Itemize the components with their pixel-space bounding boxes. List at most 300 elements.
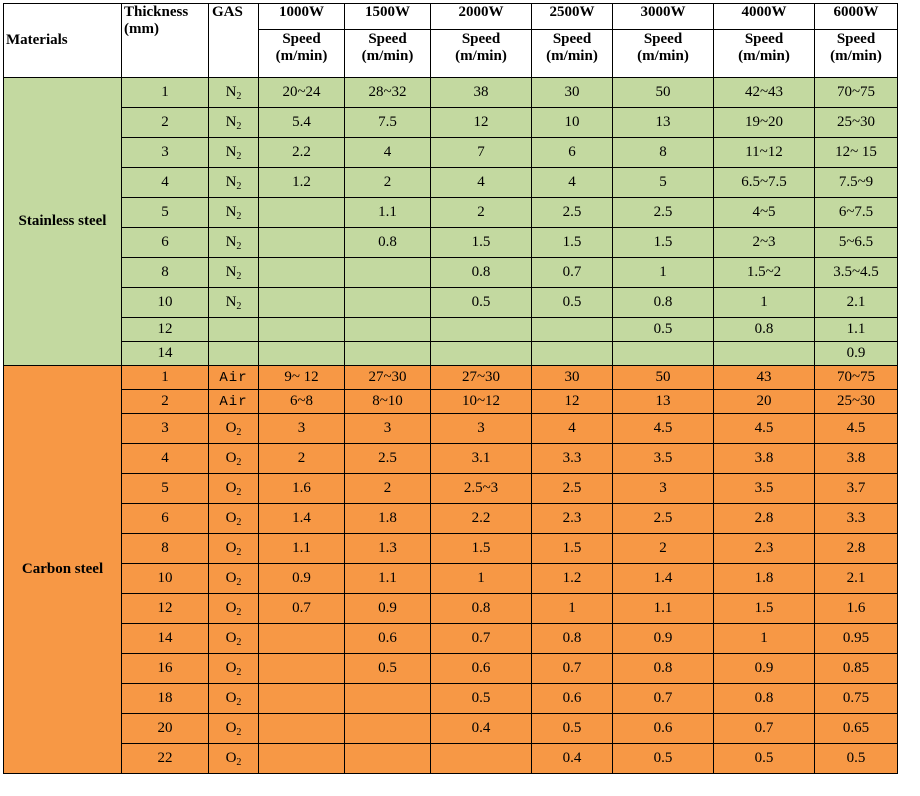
speed-cell: 5 (613, 168, 714, 198)
speed-label: Speed (552, 31, 592, 47)
gas-subscript: 2 (236, 637, 242, 648)
speed-header (431, 30, 532, 78)
speed-cell: 0.5 (345, 654, 431, 684)
thickness-cell: 6 (122, 504, 209, 534)
speed-cell: 2.1 (815, 564, 898, 594)
power-header-1500w: 1500W (345, 4, 431, 30)
speed-cell: 0.7 (613, 684, 714, 714)
table-row (4, 108, 898, 138)
speed-cell (259, 684, 345, 714)
speed-label: Speed (643, 31, 683, 47)
gas-subscript: 2 (236, 301, 242, 312)
speed-unit: (m/min) (546, 48, 598, 64)
gas-symbol: Air (219, 370, 248, 386)
gas-cell (209, 366, 259, 390)
gas-subscript: 2 (236, 487, 242, 498)
gas-subscript: 2 (236, 91, 242, 102)
gas-symbol: Air (219, 394, 248, 410)
power-header-3000w: 3000W (613, 4, 714, 30)
table-row (4, 444, 898, 474)
speed-cell (259, 714, 345, 744)
gas-cell (209, 318, 259, 342)
speed-cell: 0.4 (431, 714, 532, 744)
speed-cell: 4~5 (714, 198, 815, 228)
speed-cell (345, 342, 431, 366)
table-row (4, 228, 898, 258)
table-row (4, 654, 898, 684)
speed-cell: 12 (532, 390, 613, 414)
gas-symbol: N (225, 84, 237, 100)
speed-cell: 1.5 (714, 594, 815, 624)
speed-cell: 70~75 (815, 366, 898, 390)
speed-cell: 28~32 (345, 78, 431, 108)
gas-symbol: O (225, 450, 237, 466)
material-cell-carbon-steel: Carbon steel (4, 366, 122, 774)
speed-cell (259, 342, 345, 366)
speed-cell: 2.3 (532, 504, 613, 534)
speed-cell: 43 (714, 366, 815, 390)
gas-subscript: 2 (236, 271, 242, 282)
speed-cell: 8 (613, 138, 714, 168)
speed-cell: 2.2 (259, 138, 345, 168)
gas-cell (209, 198, 259, 228)
speed-cell: 0.6 (345, 624, 431, 654)
speed-label: Speed (368, 31, 407, 47)
speed-cell: 9~ 12 (259, 366, 345, 390)
gas-symbol: N (225, 234, 237, 250)
gas-subscript: 2 (236, 517, 242, 528)
speed-cell: 1.1 (815, 318, 898, 342)
speed-unit: (m/min) (830, 48, 882, 64)
speed-cell (714, 342, 815, 366)
speed-cell: 2 (259, 444, 345, 474)
gas-symbol: O (225, 660, 237, 676)
speed-cell: 2.5 (345, 444, 431, 474)
speed-cell: 25~30 (815, 390, 898, 414)
speed-cell: 1.6 (259, 474, 345, 504)
speed-cell: 0.5 (613, 318, 714, 342)
thickness-cell: 12 (122, 318, 209, 342)
speed-cell: 3.3 (532, 444, 613, 474)
speed-unit: (m/min) (637, 48, 689, 64)
speed-header (714, 30, 815, 78)
gas-cell (209, 624, 259, 654)
speed-cell: 50 (613, 78, 714, 108)
gas-symbol: N (225, 114, 237, 130)
speed-cell: 1.1 (613, 594, 714, 624)
speed-cell: 0.5 (431, 684, 532, 714)
speed-cell: 0.8 (532, 624, 613, 654)
gas-cell (209, 168, 259, 198)
speed-cell: 2 (613, 534, 714, 564)
thickness-cell: 1 (122, 78, 209, 108)
speed-header (815, 30, 898, 78)
gas-symbol: O (225, 540, 237, 556)
speed-cell: 0.7 (714, 714, 815, 744)
speed-cell: 3 (431, 414, 532, 444)
speed-cell: 2.3 (714, 534, 815, 564)
speed-cell: 4 (431, 168, 532, 198)
speed-cell: 1.5 (532, 534, 613, 564)
speed-cell: 2 (345, 168, 431, 198)
speed-cell: 3 (259, 414, 345, 444)
speed-header (613, 30, 714, 78)
speed-cell: 2.5~3 (431, 474, 532, 504)
thickness-cell: 4 (122, 444, 209, 474)
gas-symbol: N (225, 174, 237, 190)
speed-cell: 0.8 (431, 258, 532, 288)
speed-cell: 7 (431, 138, 532, 168)
speed-cell: 0.7 (532, 654, 613, 684)
speed-cell: 0.9 (345, 594, 431, 624)
gas-subscript: 2 (236, 757, 242, 768)
speed-header (532, 30, 613, 78)
table-row (4, 138, 898, 168)
gas-symbol: O (225, 750, 237, 766)
speed-header (345, 30, 431, 78)
speed-label: Speed (461, 31, 501, 47)
table-row (4, 390, 898, 414)
speed-cell: 6.5~7.5 (714, 168, 815, 198)
speed-cell: 2 (431, 198, 532, 228)
speed-cell: 5~6.5 (815, 228, 898, 258)
power-header-2500w: 2500W (532, 4, 613, 30)
table-row (4, 714, 898, 744)
speed-cell: 0.5 (815, 744, 898, 774)
gas-subscript: 2 (236, 547, 242, 558)
gas-subscript: 2 (236, 577, 242, 588)
speed-cell: 2~3 (714, 228, 815, 258)
speed-cell: 1.5 (532, 228, 613, 258)
speed-cell: 12~ 15 (815, 138, 898, 168)
gas-cell (209, 78, 259, 108)
speed-cell: 1 (613, 258, 714, 288)
gas-symbol: O (225, 600, 237, 616)
speed-cell: 4.5 (714, 414, 815, 444)
speed-cell: 3.8 (815, 444, 898, 474)
speed-cell: 0.8 (431, 594, 532, 624)
table-row (4, 366, 898, 390)
speed-unit: (m/min) (275, 48, 328, 64)
gas-cell (209, 684, 259, 714)
gas-subscript: 2 (236, 181, 242, 192)
speed-cell: 4.5 (815, 414, 898, 444)
speed-cell (532, 342, 613, 366)
speed-cell: 1.8 (345, 504, 431, 534)
speed-cell: 1.3 (345, 534, 431, 564)
speed-cell: 0.5 (532, 288, 613, 318)
table-row (4, 198, 898, 228)
thickness-cell: 2 (122, 390, 209, 414)
speed-cell: 1.5~2 (714, 258, 815, 288)
table-row (4, 744, 898, 774)
speed-cell: 2.5 (613, 504, 714, 534)
table-row (4, 288, 898, 318)
speed-cell (431, 744, 532, 774)
speed-unit: (m/min) (738, 48, 790, 64)
thickness-label: Thickness (124, 4, 189, 20)
gas-symbol: N (225, 204, 237, 220)
speed-label: Speed (836, 31, 876, 47)
speed-cell: 10~12 (431, 390, 532, 414)
speed-cell: 12 (431, 108, 532, 138)
gas-symbol: O (225, 420, 237, 436)
speed-cell: 0.75 (815, 684, 898, 714)
speed-cell: 0.7 (431, 624, 532, 654)
speed-label: Speed (744, 31, 784, 47)
power-header-1000w: 1000W (259, 4, 345, 30)
speed-cell: 13 (613, 108, 714, 138)
table-body (4, 78, 898, 774)
speed-cell: 2 (345, 474, 431, 504)
speed-cell (259, 258, 345, 288)
power-header-4000w: 4000W (714, 4, 815, 30)
speed-cell: 0.6 (431, 654, 532, 684)
speed-cell: 7.5~9 (815, 168, 898, 198)
thickness-header (122, 4, 209, 78)
speed-cell: 3 (345, 414, 431, 444)
gas-cell (209, 390, 259, 414)
speed-cell: 3.1 (431, 444, 532, 474)
speed-unit: (m/min) (361, 48, 414, 64)
thickness-cell: 10 (122, 288, 209, 318)
speed-cell (345, 288, 431, 318)
speed-header (259, 30, 345, 78)
speed-cell: 2.2 (431, 504, 532, 534)
table-row (4, 78, 898, 108)
table-row (4, 564, 898, 594)
speed-label: Speed (282, 31, 321, 47)
table-row (4, 414, 898, 444)
speed-cell: 3 (613, 474, 714, 504)
speed-cell (259, 744, 345, 774)
speed-cell: 1.5 (431, 228, 532, 258)
gas-cell (209, 474, 259, 504)
gas-symbol: O (225, 720, 237, 736)
speed-cell: 27~30 (345, 366, 431, 390)
gas-symbol: N (225, 144, 237, 160)
speed-cell (345, 318, 431, 342)
speed-cell: 0.8 (714, 684, 815, 714)
speed-cell (431, 318, 532, 342)
gas-symbol: O (225, 690, 237, 706)
materials-header: Materials (4, 4, 122, 78)
gas-cell (209, 228, 259, 258)
speed-cell: 0.95 (815, 624, 898, 654)
speed-cell (532, 318, 613, 342)
thickness-cell: 20 (122, 714, 209, 744)
speed-cell: 4.5 (613, 414, 714, 444)
speed-cell: 4 (532, 414, 613, 444)
speed-cell: 0.9 (714, 654, 815, 684)
cutting-speed-table (3, 3, 898, 774)
speed-cell: 0.8 (345, 228, 431, 258)
thickness-cell: 14 (122, 342, 209, 366)
thickness-cell: 5 (122, 198, 209, 228)
speed-unit: (m/min) (455, 48, 507, 64)
gas-subscript: 2 (236, 427, 242, 438)
table-row (4, 258, 898, 288)
thickness-cell: 6 (122, 228, 209, 258)
speed-cell: 11~12 (714, 138, 815, 168)
table-row (4, 168, 898, 198)
thickness-cell: 8 (122, 258, 209, 288)
table-row (4, 342, 898, 366)
speed-cell (259, 198, 345, 228)
speed-cell: 10 (532, 108, 613, 138)
speed-cell: 20 (714, 390, 815, 414)
speed-cell: 6~8 (259, 390, 345, 414)
speed-cell: 1.5 (613, 228, 714, 258)
speed-cell: 0.8 (613, 288, 714, 318)
thickness-unit: (mm) (124, 21, 159, 37)
thickness-cell: 2 (122, 108, 209, 138)
speed-cell: 0.6 (532, 684, 613, 714)
speed-cell: 2.8 (815, 534, 898, 564)
speed-cell (345, 258, 431, 288)
speed-cell: 3.5 (613, 444, 714, 474)
speed-cell: 2.8 (714, 504, 815, 534)
gas-symbol: N (225, 294, 237, 310)
gas-symbol: N (225, 264, 237, 280)
gas-symbol: O (225, 630, 237, 646)
gas-cell (209, 108, 259, 138)
speed-cell: 3.7 (815, 474, 898, 504)
speed-cell: 0.4 (532, 744, 613, 774)
speed-cell: 1.1 (345, 564, 431, 594)
speed-cell: 1 (714, 624, 815, 654)
gas-cell (209, 744, 259, 774)
gas-cell (209, 594, 259, 624)
gas-symbol: O (225, 480, 237, 496)
speed-cell: 0.9 (259, 564, 345, 594)
gas-cell (209, 564, 259, 594)
speed-cell: 19~20 (714, 108, 815, 138)
thickness-cell: 16 (122, 654, 209, 684)
speed-cell: 1.1 (345, 198, 431, 228)
gas-cell (209, 534, 259, 564)
thickness-cell: 22 (122, 744, 209, 774)
speed-cell: 3.5 (714, 474, 815, 504)
speed-cell: 1.1 (259, 534, 345, 564)
speed-cell: 6 (532, 138, 613, 168)
speed-cell: 1 (431, 564, 532, 594)
gas-cell (209, 714, 259, 744)
speed-cell: 42~43 (714, 78, 815, 108)
speed-cell: 50 (613, 366, 714, 390)
speed-cell (345, 684, 431, 714)
table-row (4, 684, 898, 714)
gas-cell (209, 504, 259, 534)
thickness-cell: 1 (122, 366, 209, 390)
speed-cell: 0.9 (815, 342, 898, 366)
speed-cell: 70~75 (815, 78, 898, 108)
speed-cell: 1 (714, 288, 815, 318)
speed-cell: 1.2 (532, 564, 613, 594)
power-header-6000w: 6000W (815, 4, 898, 30)
table-row (4, 504, 898, 534)
speed-cell (431, 342, 532, 366)
speed-cell: 1.5 (431, 534, 532, 564)
speed-cell: 0.5 (431, 288, 532, 318)
speed-cell: 0.5 (714, 744, 815, 774)
speed-cell: 4 (345, 138, 431, 168)
speed-cell (259, 288, 345, 318)
power-header-2000w: 2000W (431, 4, 532, 30)
gas-subscript: 2 (236, 241, 242, 252)
speed-cell: 2.5 (532, 198, 613, 228)
gas-cell (209, 414, 259, 444)
speed-cell: 0.85 (815, 654, 898, 684)
table-row (4, 474, 898, 504)
gas-cell (209, 138, 259, 168)
thickness-cell: 8 (122, 534, 209, 564)
gas-subscript: 2 (236, 727, 242, 738)
gas-cell (209, 342, 259, 366)
speed-cell: 5.4 (259, 108, 345, 138)
speed-cell: 3.8 (714, 444, 815, 474)
speed-cell: 25~30 (815, 108, 898, 138)
speed-cell: 0.7 (259, 594, 345, 624)
speed-cell: 30 (532, 78, 613, 108)
speed-cell: 3.5~4.5 (815, 258, 898, 288)
speed-cell (259, 318, 345, 342)
thickness-cell: 10 (122, 564, 209, 594)
speed-cell (259, 624, 345, 654)
speed-cell (345, 744, 431, 774)
speed-cell: 2.1 (815, 288, 898, 318)
header-row-power (4, 4, 898, 30)
speed-cell: 1.4 (613, 564, 714, 594)
speed-cell: 1.6 (815, 594, 898, 624)
gas-symbol: O (225, 570, 237, 586)
speed-cell (259, 228, 345, 258)
table-row (4, 318, 898, 342)
speed-cell: 0.7 (532, 258, 613, 288)
speed-cell: 30 (532, 366, 613, 390)
speed-cell: 0.9 (613, 624, 714, 654)
gas-subscript: 2 (236, 697, 242, 708)
thickness-cell: 4 (122, 168, 209, 198)
thickness-cell: 18 (122, 684, 209, 714)
gas-subscript: 2 (236, 151, 242, 162)
gas-subscript: 2 (236, 457, 242, 468)
speed-cell: 6~7.5 (815, 198, 898, 228)
material-cell-stainless-steel: Stainless steel (4, 78, 122, 366)
speed-cell: 2.5 (532, 474, 613, 504)
speed-cell: 0.8 (714, 318, 815, 342)
gas-symbol: O (225, 510, 237, 526)
speed-cell: 13 (613, 390, 714, 414)
thickness-cell: 3 (122, 414, 209, 444)
thickness-cell: 3 (122, 138, 209, 168)
speed-cell: 3.3 (815, 504, 898, 534)
gas-cell (209, 288, 259, 318)
speed-cell: 1.2 (259, 168, 345, 198)
table-row (4, 534, 898, 564)
speed-cell: 4 (532, 168, 613, 198)
speed-cell: 1.8 (714, 564, 815, 594)
speed-cell (259, 654, 345, 684)
gas-subscript: 2 (236, 211, 242, 222)
speed-cell: 0.6 (613, 714, 714, 744)
thickness-cell: 5 (122, 474, 209, 504)
speed-cell: 38 (431, 78, 532, 108)
speed-cell: 0.8 (613, 654, 714, 684)
speed-cell: 2.5 (613, 198, 714, 228)
gas-subscript: 2 (236, 667, 242, 678)
speed-cell: 27~30 (431, 366, 532, 390)
